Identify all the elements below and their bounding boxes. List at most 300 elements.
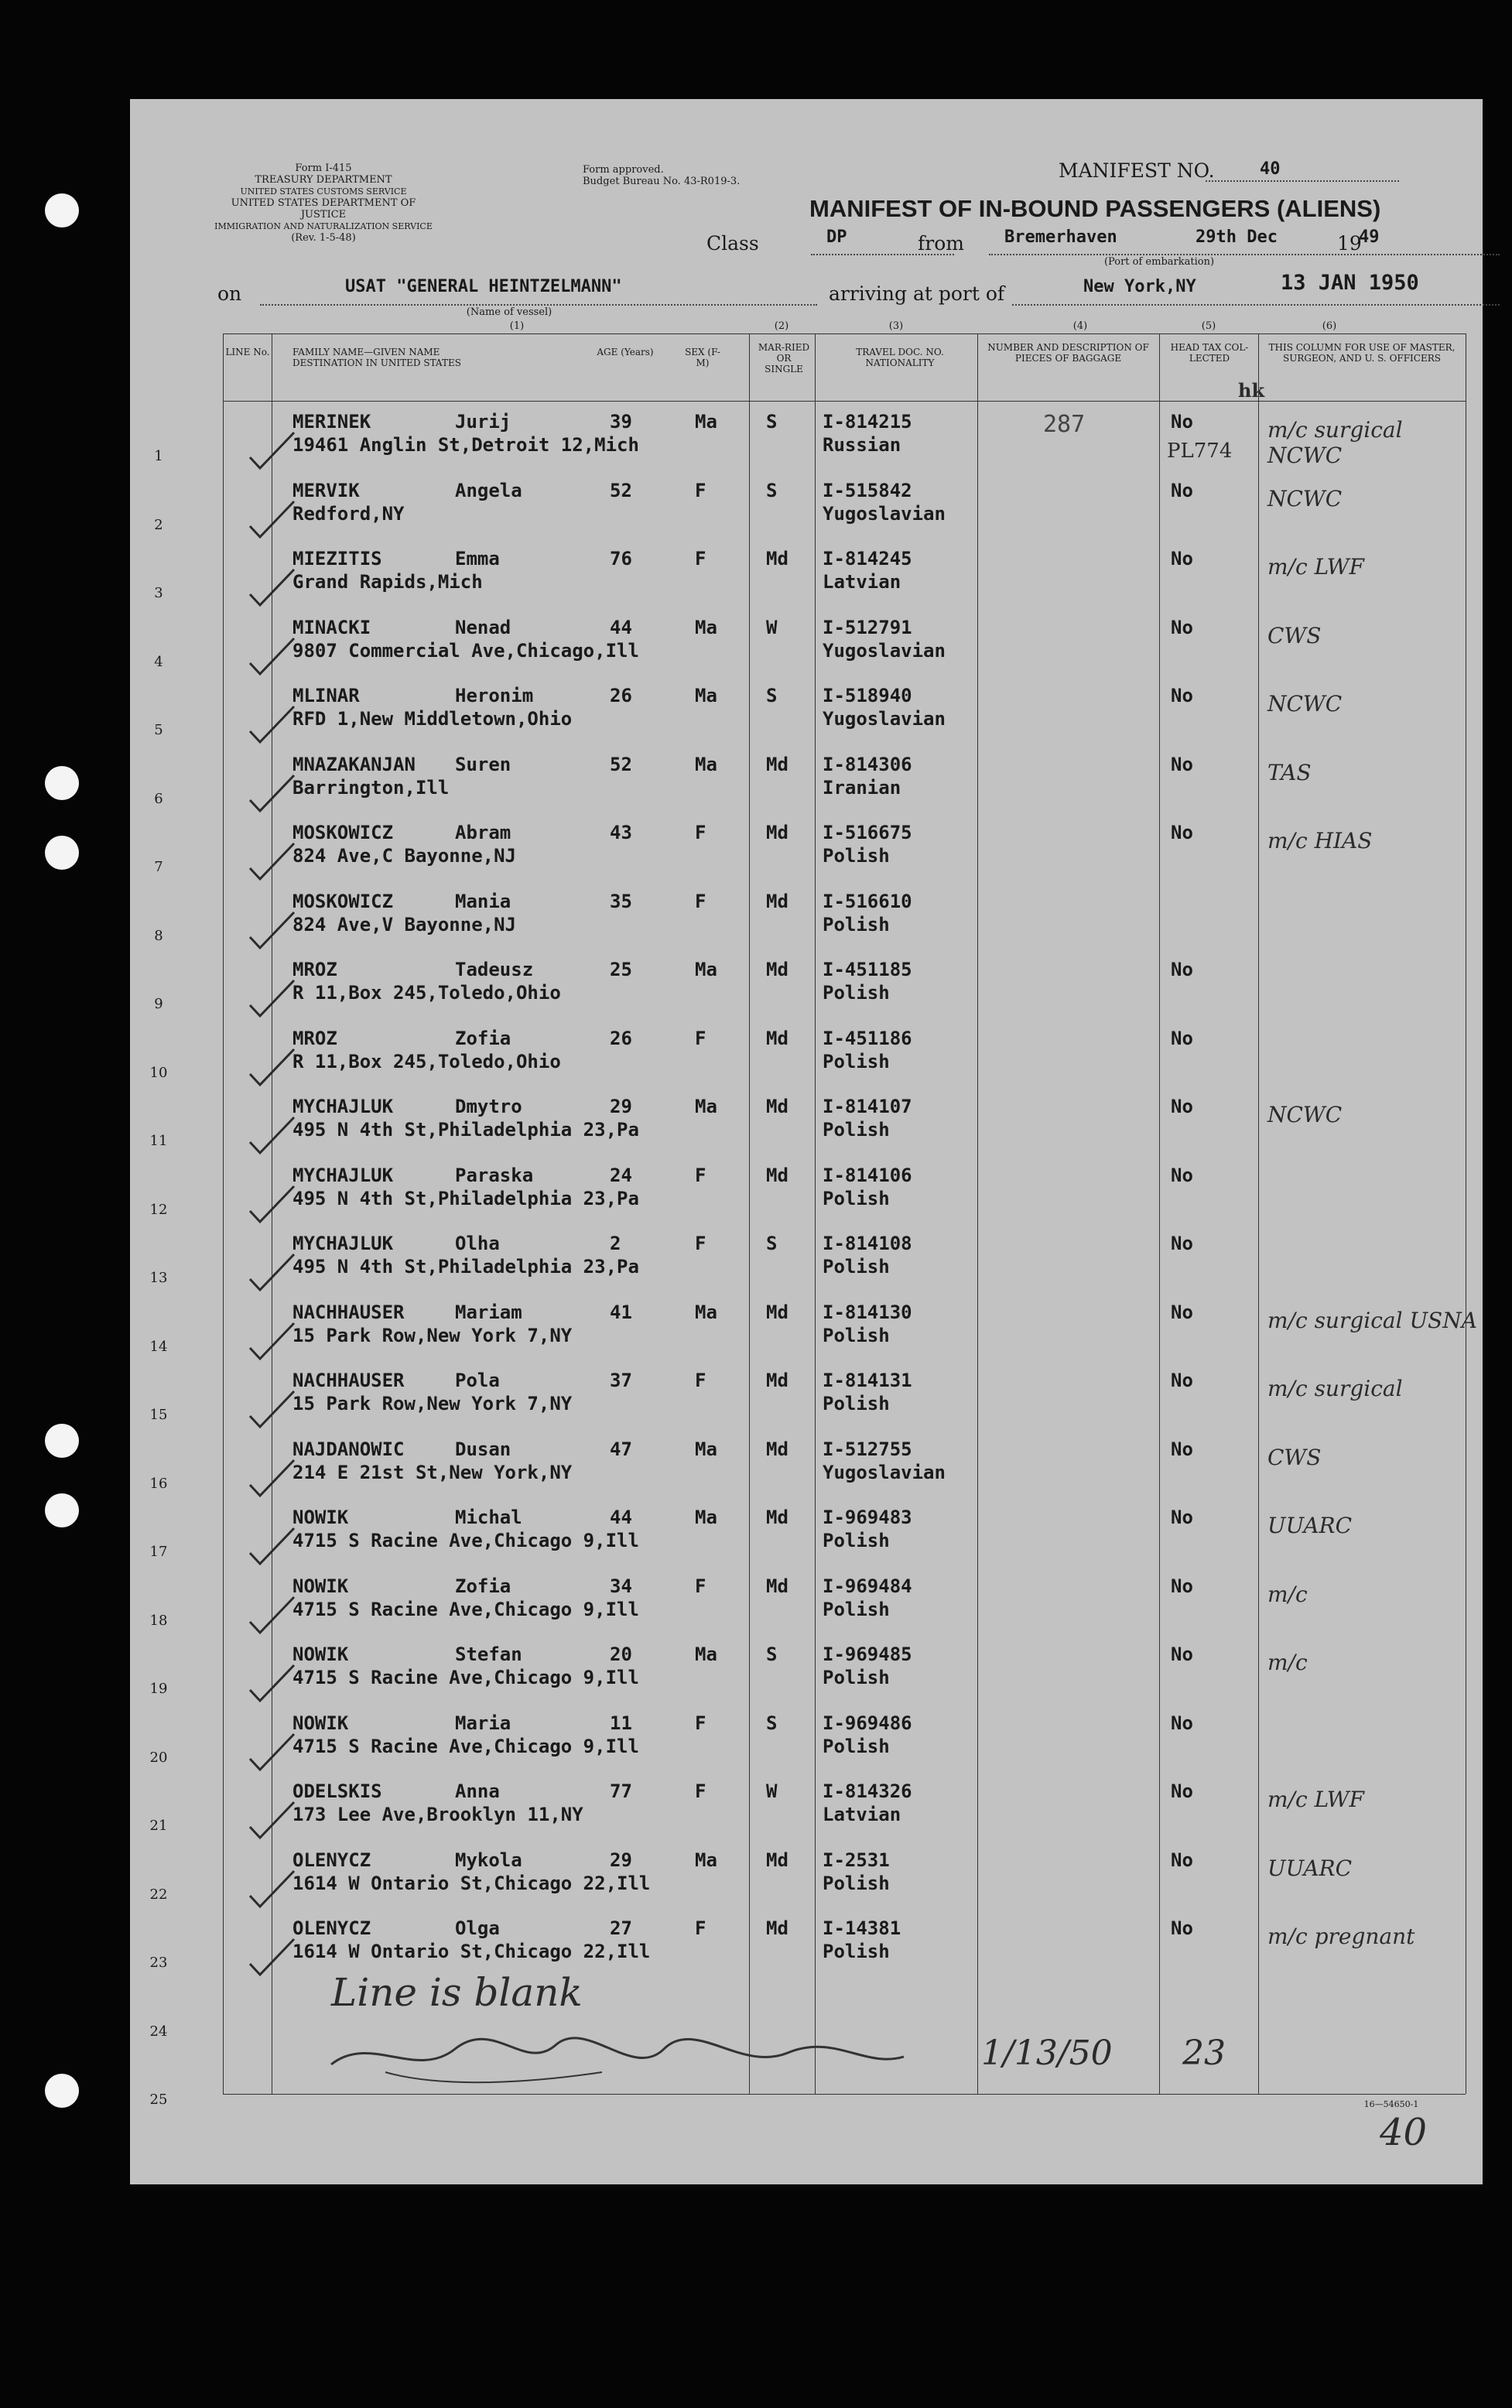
table-row — [130, 1843, 1483, 1911]
form-id-block — [207, 162, 440, 244]
tax-cell: No — [1171, 1917, 1193, 1939]
nationality-cell: Polish — [823, 1393, 890, 1414]
age-cell: 20 — [610, 1644, 632, 1665]
nationality-cell: Polish — [823, 1598, 890, 1620]
given-cell: Olga — [455, 1917, 500, 1939]
nationality-cell: Polish — [823, 1872, 890, 1894]
col-header-name: FAMILY NAME—GIVEN NAME DESTINATION IN UNITED STATES — [292, 347, 461, 368]
binder-hole — [45, 1493, 79, 1527]
doc-cell: I-814106 — [823, 1164, 912, 1186]
nationality-cell: Polish — [823, 982, 890, 1004]
married-cell: S — [766, 1712, 778, 1734]
line-number: 25 — [149, 2092, 168, 2108]
married-cell: Md — [766, 1438, 788, 1460]
officer-note: NCWC — [1267, 1102, 1343, 1127]
line-number: 20 — [149, 1749, 168, 1766]
family-cell: NACHHAUSER — [292, 1301, 405, 1323]
sex-cell: F — [695, 1712, 706, 1734]
sex-cell: F — [695, 1575, 706, 1597]
age-cell: 29 — [610, 1096, 632, 1117]
dest-cell: RFD 1,New Middletown,Ohio — [292, 708, 573, 730]
col-header-age: AGE (Years) — [597, 347, 654, 357]
justice-dept: UNITED STATES DEPARTMENT OF JUSTICE — [231, 197, 416, 221]
dest-cell: 1614 W Ontario St,Chicago 22,Ill — [292, 1872, 651, 1894]
handwritten-baggage-note: PL774 — [1167, 440, 1233, 463]
sex-cell: F — [695, 1780, 706, 1802]
check-mark — [246, 1387, 300, 1433]
doc-cell: I-516610 — [823, 890, 912, 912]
treasury-dept: TREASURY DEPARTMENT — [255, 174, 392, 186]
table-row — [130, 1021, 1483, 1089]
inspector-signature — [323, 2026, 912, 2088]
dest-cell: 495 N 4th St,Philadelphia 23,Pa — [292, 1256, 639, 1278]
given-cell: Stefan — [455, 1644, 522, 1665]
family-cell: OLENYCZ — [292, 1917, 371, 1939]
sex-cell: Ma — [695, 1507, 717, 1528]
dest-cell: 15 Park Row,New York 7,NY — [292, 1324, 573, 1346]
dest-cell: R 11,Box 245,Toledo,Ohio — [292, 1050, 561, 1072]
family-cell: MOSKOWICZ — [292, 890, 394, 912]
line-number: 8 — [154, 927, 163, 944]
officer-note: m/c pregnant — [1267, 1924, 1415, 1949]
table-row — [130, 1295, 1483, 1363]
line-number: 1 — [154, 448, 163, 464]
tax-cell: No — [1171, 1644, 1193, 1665]
dest-cell: Barrington,Ill — [292, 776, 450, 799]
married-cell: Md — [766, 822, 788, 843]
nationality-cell: Latvian — [823, 1804, 901, 1825]
col-num-5: (5) — [1201, 320, 1216, 332]
family-cell: NOWIK — [292, 1712, 349, 1734]
binder-hole — [45, 2074, 79, 2108]
doc-cell: I-814306 — [823, 753, 912, 775]
nationality-cell: Polish — [823, 1324, 890, 1346]
dest-cell: 1614 W Ontario St,Chicago 22,Ill — [292, 1941, 651, 1962]
doc-cell: I-969486 — [823, 1712, 912, 1734]
check-mark — [246, 565, 300, 611]
binder-hole — [45, 1424, 79, 1458]
binder-hole — [45, 836, 79, 870]
line-number: 23 — [149, 1955, 168, 1971]
married-cell: S — [766, 685, 778, 706]
sex-cell: Ma — [695, 753, 717, 775]
table-row — [130, 816, 1483, 884]
table-row — [130, 679, 1483, 747]
sex-cell: F — [695, 1164, 706, 1186]
given-cell: Mykola — [455, 1849, 522, 1871]
line-number: 18 — [149, 1612, 168, 1629]
check-mark — [246, 428, 300, 474]
table-row — [130, 953, 1483, 1021]
nationality-cell: Polish — [823, 845, 890, 867]
handwritten-initials: hk — [1238, 379, 1265, 402]
line-number: 21 — [149, 1818, 168, 1834]
nationality-cell: Polish — [823, 1941, 890, 1962]
line-number: 14 — [149, 1338, 168, 1355]
tax-cell: No — [1171, 1301, 1193, 1323]
check-mark — [246, 771, 300, 817]
married-cell: Md — [766, 1027, 788, 1049]
married-cell: Md — [766, 1370, 788, 1391]
family-cell: MROZ — [292, 959, 337, 980]
given-cell: Zofia — [455, 1575, 511, 1597]
dest-cell: 824 Ave,V Bayonne,NJ — [292, 913, 516, 935]
col-header-baggage: NUMBER AND DESCRIPTION OF PIECES OF BAGGAGE — [987, 342, 1149, 364]
nationality-cell: Polish — [823, 1256, 890, 1278]
sex-cell: F — [695, 1370, 706, 1391]
table-row — [130, 1089, 1483, 1158]
age-cell: 24 — [610, 1164, 632, 1186]
doc-cell: I-814107 — [823, 1096, 912, 1117]
dest-cell: 9807 Commercial Ave,Chicago,Ill — [292, 639, 639, 662]
officer-note: NCWC — [1267, 485, 1343, 511]
nationality-cell: Polish — [823, 1187, 890, 1209]
vessel-name: USAT "GENERAL HEINTZELMANN" — [345, 277, 622, 296]
binder-hole — [45, 766, 79, 800]
tax-cell: No — [1171, 411, 1193, 433]
line-number: 17 — [149, 1544, 168, 1560]
officer-note: CWS — [1267, 622, 1322, 648]
given-cell: Olha — [455, 1233, 500, 1254]
table-row — [130, 474, 1483, 542]
given-cell: Mariam — [455, 1301, 522, 1323]
line-number: 12 — [149, 1201, 168, 1218]
given-cell: Paraska — [455, 1164, 534, 1186]
given-cell: Jurij — [455, 411, 511, 433]
family-cell: MYCHAJLUK — [292, 1164, 394, 1186]
married-cell: W — [766, 616, 778, 638]
col-num-4: (4) — [1072, 320, 1088, 332]
dest-cell: Redford,NY — [292, 502, 405, 525]
given-cell: Dusan — [455, 1438, 511, 1460]
page-title: MANIFEST OF IN-BOUND PASSENGERS (ALIENS) — [809, 195, 1381, 222]
officer-note: CWS — [1267, 1444, 1322, 1470]
tax-cell: No — [1171, 1712, 1193, 1734]
manifest-page — [130, 99, 1483, 2184]
family-cell: MNAZAKANJAN — [292, 753, 416, 775]
customs-service: UNITED STATES CUSTOMS SERVICE — [240, 186, 407, 197]
officer-note: m/c LWF — [1267, 1787, 1364, 1812]
line-number: 15 — [149, 1407, 168, 1423]
table-row — [130, 1432, 1483, 1500]
doc-cell: I-512755 — [823, 1438, 912, 1460]
check-mark — [246, 1250, 300, 1296]
table-row — [130, 611, 1483, 679]
ins-service: IMMIGRATION AND NATURALIZATION SERVICE — [214, 221, 433, 231]
doc-cell: I-814108 — [823, 1233, 912, 1254]
doc-cell: I-814130 — [823, 1301, 912, 1323]
family-cell: MINACKI — [292, 616, 371, 638]
given-cell: Mania — [455, 890, 511, 912]
col-header-line: LINE No. — [225, 347, 270, 357]
line-number: 22 — [149, 1886, 168, 1903]
table-row — [130, 405, 1483, 473]
married-cell: Md — [766, 1301, 788, 1323]
nationality-cell: Polish — [823, 1667, 890, 1688]
family-cell: MERVIK — [292, 479, 360, 501]
family-cell: MYCHAJLUK — [292, 1233, 394, 1254]
col-header-married: MAR-RIED OR SINGLE — [758, 342, 810, 375]
sex-cell: F — [695, 1233, 706, 1254]
nationality-cell: Yugoslavian — [823, 708, 946, 730]
check-mark — [246, 839, 300, 885]
check-mark — [246, 1113, 300, 1159]
port-of-embarkation: Bremerhaven — [1004, 227, 1117, 247]
table-row — [130, 1774, 1483, 1842]
class-label: Class — [706, 232, 759, 255]
doc-cell: I-14381 — [823, 1917, 901, 1939]
age-cell: 76 — [610, 548, 632, 570]
officer-note: NCWC — [1267, 691, 1343, 717]
doc-cell: I-451186 — [823, 1027, 912, 1049]
tax-cell: No — [1171, 1849, 1193, 1871]
family-cell: ODELSKIS — [292, 1780, 382, 1802]
family-cell: MROZ — [292, 1027, 337, 1049]
given-cell: Abram — [455, 822, 511, 843]
baggage-cell: 287 — [1043, 411, 1086, 438]
col-num-6: (6) — [1322, 320, 1337, 332]
married-cell: Md — [766, 959, 788, 980]
col-num-2: (2) — [774, 320, 789, 332]
age-cell: 25 — [610, 959, 632, 980]
check-mark — [246, 1661, 300, 1707]
family-cell: NOWIK — [292, 1644, 349, 1665]
dest-cell: 4715 S Racine Ave,Chicago 9,Ill — [292, 1598, 639, 1620]
line-number: 24 — [149, 2023, 168, 2040]
family-cell: NOWIK — [292, 1575, 349, 1597]
sex-cell: F — [695, 822, 706, 843]
sex-cell: Ma — [695, 1438, 717, 1460]
age-cell: 37 — [610, 1370, 632, 1391]
check-mark — [246, 1524, 300, 1570]
age-cell: 39 — [610, 411, 632, 433]
col-num-1: (1) — [509, 320, 525, 332]
class-value: DP — [826, 227, 847, 247]
sex-cell: Ma — [695, 1849, 717, 1871]
married-cell: Md — [766, 1917, 788, 1939]
officer-note: TAS — [1267, 759, 1312, 785]
port-embark-caption: (Port of embarkation) — [1103, 256, 1215, 268]
check-mark — [246, 1319, 300, 1365]
on-label: on — [217, 282, 242, 305]
nationality-cell: Russian — [823, 434, 901, 456]
line-number: 7 — [154, 859, 163, 875]
tax-cell: No — [1171, 1780, 1193, 1802]
given-cell: Michal — [455, 1507, 522, 1528]
nationality-cell: Polish — [823, 913, 890, 935]
family-cell: NAJDANOWIC — [292, 1438, 405, 1460]
vessel-caption: (Name of vessel) — [466, 306, 552, 318]
table-row — [130, 1706, 1483, 1774]
doc-cell: I-2531 — [823, 1849, 890, 1871]
age-cell: 77 — [610, 1780, 632, 1802]
line-number: 19 — [149, 1681, 168, 1697]
given-cell: Pola — [455, 1370, 500, 1391]
married-cell: S — [766, 1644, 778, 1665]
check-mark — [246, 1866, 300, 1913]
officer-note: m/c LWF — [1267, 554, 1364, 580]
table-row — [130, 1500, 1483, 1568]
married-cell: S — [766, 1233, 778, 1254]
family-cell: OLENYCZ — [292, 1849, 371, 1871]
given-cell: Zofia — [455, 1027, 511, 1049]
doc-cell: I-969484 — [823, 1575, 912, 1597]
given-cell: Emma — [455, 548, 500, 570]
dest-cell: 4715 S Racine Ave,Chicago 9,Ill — [292, 1530, 639, 1551]
sex-cell: F — [695, 1027, 706, 1049]
family-cell: MLINAR — [292, 685, 360, 706]
officer-note: m/c surgical USNA — [1267, 1307, 1477, 1333]
age-cell: 44 — [610, 616, 632, 638]
married-cell: W — [766, 1780, 778, 1802]
table-row — [130, 1363, 1483, 1431]
sex-cell: F — [695, 479, 706, 501]
dest-cell: 495 N 4th St,Philadelphia 23,Pa — [292, 1119, 639, 1141]
sex-cell: Ma — [695, 959, 717, 980]
age-cell: 52 — [610, 753, 632, 775]
tax-cell: No — [1171, 616, 1193, 638]
col-header-officers: THIS COLUMN FOR USE OF MASTER, SURGEON, AND U. S. OFFICERS — [1268, 342, 1456, 364]
nationality-cell: Iranian — [823, 776, 901, 799]
age-cell: 2 — [610, 1233, 621, 1254]
officer-note: m/c — [1267, 1581, 1308, 1607]
married-cell: Md — [766, 1849, 788, 1871]
dest-cell: 214 E 21st St,New York,NY — [292, 1461, 573, 1483]
doc-cell: I-515842 — [823, 479, 912, 501]
table-row — [130, 1158, 1483, 1226]
print-code: 16—54650-1 — [1363, 2099, 1419, 2109]
married-cell: Md — [766, 1575, 788, 1597]
doc-cell: I-969485 — [823, 1644, 912, 1665]
family-cell: NOWIK — [292, 1507, 349, 1528]
age-cell: 26 — [610, 1027, 632, 1049]
embarkation-year-prefix: 19 — [1337, 232, 1362, 255]
embarkation-date: 29th Dec — [1196, 227, 1278, 247]
check-mark — [246, 497, 300, 543]
line-number: 2 — [154, 516, 163, 533]
check-mark — [246, 1455, 300, 1502]
form-rev: (Rev. 1-5-48) — [291, 232, 356, 244]
dest-cell: 173 Lee Ave,Brooklyn 11,NY — [292, 1804, 583, 1825]
officer-note: UUARC — [1267, 1855, 1353, 1881]
nationality-cell: Polish — [823, 1530, 890, 1551]
family-cell: MERINEK — [292, 411, 371, 433]
age-cell: 35 — [610, 890, 632, 912]
tax-cell: No — [1171, 753, 1193, 775]
given-cell: Nenad — [455, 616, 511, 638]
sex-cell: Ma — [695, 616, 717, 638]
sex-cell: Ma — [695, 1096, 717, 1117]
table-row — [130, 747, 1483, 816]
sex-cell: Ma — [695, 1644, 717, 1665]
signature-count: 23 — [1182, 2033, 1226, 2073]
arriving-label: arriving at port of — [829, 282, 1005, 305]
dest-cell: R 11,Box 245,Toledo,Ohio — [292, 982, 561, 1004]
officer-note: m/c — [1267, 1650, 1308, 1675]
form-approved: Form approved. — [583, 164, 664, 176]
nationality-cell: Yugoslavian — [823, 502, 946, 525]
line-number: 5 — [154, 722, 163, 738]
doc-cell: I-516675 — [823, 822, 912, 843]
tax-cell: No — [1171, 1164, 1193, 1186]
dest-cell: 824 Ave,C Bayonne,NJ — [292, 845, 516, 867]
line-number: 10 — [149, 1064, 168, 1081]
signature-date: 1/13/50 — [981, 2033, 1113, 2073]
sex-cell: Ma — [695, 685, 717, 706]
sex-cell: Ma — [695, 411, 717, 433]
line-number: 16 — [149, 1475, 168, 1492]
check-mark — [246, 702, 300, 748]
age-cell: 44 — [610, 1507, 632, 1528]
handwritten-page-number: 40 — [1380, 2111, 1428, 2154]
sex-cell: F — [695, 890, 706, 912]
manifest-no-label: MANIFEST NO. — [1059, 159, 1215, 182]
given-cell: Heronim — [455, 685, 534, 706]
dest-cell: 4715 S Racine Ave,Chicago 9,Ill — [292, 1735, 639, 1757]
table-row — [130, 1911, 1483, 1979]
officer-note: m/c surgical — [1267, 1376, 1403, 1401]
manifest-no-value: 40 — [1260, 159, 1281, 179]
married-cell: S — [766, 411, 778, 433]
age-cell: 52 — [610, 479, 632, 501]
tax-cell: No — [1171, 685, 1193, 706]
check-mark — [246, 1797, 300, 1844]
officer-note: m/c HIAS — [1267, 828, 1373, 853]
arrival-port: New York,NY — [1083, 277, 1196, 296]
family-cell: MIEZITIS — [292, 548, 382, 570]
arrival-date-stamp: 13 JAN 1950 — [1281, 271, 1419, 295]
from-label: from — [918, 232, 964, 255]
binder-hole — [45, 193, 79, 227]
handwritten-blank-note: Line is blank — [331, 1970, 583, 2015]
check-mark — [246, 1934, 300, 1981]
form-approval — [583, 164, 815, 187]
married-cell: S — [766, 479, 778, 501]
nationality-cell: Latvian — [823, 571, 901, 593]
tax-cell: No — [1171, 479, 1193, 501]
married-cell: Md — [766, 1096, 788, 1117]
given-cell: Suren — [455, 753, 511, 775]
check-mark — [246, 1182, 300, 1228]
doc-cell: I-451185 — [823, 959, 912, 980]
line-number: 3 — [154, 585, 163, 601]
age-cell: 47 — [610, 1438, 632, 1460]
nationality-cell: Polish — [823, 1050, 890, 1072]
family-cell: MOSKOWICZ — [292, 822, 394, 843]
married-cell: Md — [766, 548, 788, 570]
officer-note: m/c surgical NCWC — [1267, 417, 1403, 468]
nationality-cell: Yugoslavian — [823, 639, 946, 662]
col-header-travel-doc: TRAVEL DOC. NO. NATIONALITY — [856, 347, 944, 368]
check-mark — [246, 1045, 300, 1091]
age-cell: 29 — [610, 1849, 632, 1871]
form-id: Form I-415 — [295, 162, 352, 174]
table-row — [130, 1226, 1483, 1295]
line-number: 9 — [154, 996, 163, 1012]
check-mark — [246, 1592, 300, 1639]
table-row — [130, 1637, 1483, 1705]
table-row — [130, 542, 1483, 610]
check-mark — [246, 976, 300, 1022]
tax-cell: No — [1171, 1027, 1193, 1049]
line-number: 11 — [149, 1133, 168, 1149]
married-cell: Md — [766, 1507, 788, 1528]
age-cell: 27 — [610, 1917, 632, 1939]
nationality-cell: Polish — [823, 1735, 890, 1757]
given-cell: Maria — [455, 1712, 511, 1734]
tax-cell: No — [1171, 959, 1193, 980]
tax-cell: No — [1171, 1507, 1193, 1528]
